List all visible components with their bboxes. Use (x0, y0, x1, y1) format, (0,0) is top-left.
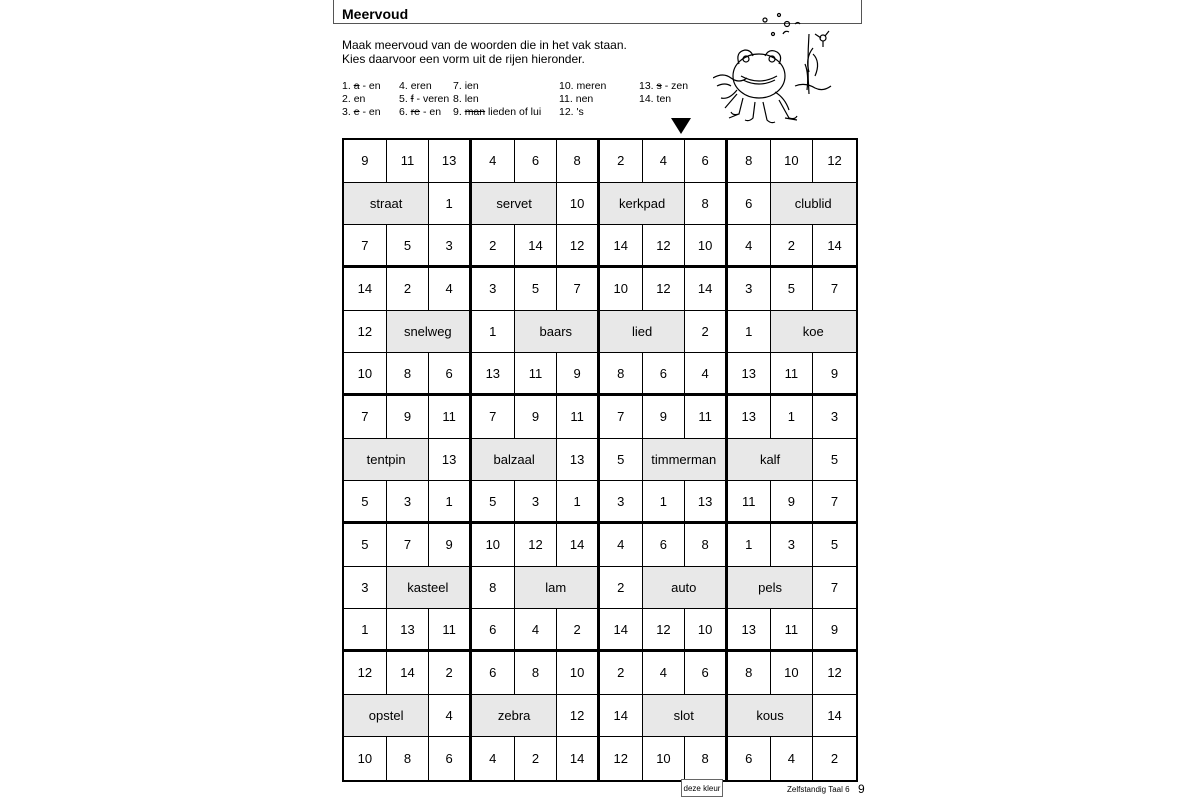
word-cell: kalf (728, 439, 813, 482)
answer-cell[interactable]: 1 (771, 396, 814, 439)
answer-cell[interactable]: 2 (472, 225, 515, 268)
answer-cell[interactable]: 1 (728, 524, 771, 567)
answer-cell[interactable]: 8 (515, 652, 558, 695)
answer-cell[interactable]: 13 (685, 481, 728, 524)
answer-cell[interactable]: 14 (600, 609, 643, 652)
legend-number: 2. (342, 93, 351, 105)
answer-cell[interactable]: 11 (771, 353, 814, 396)
answer-cell[interactable]: 9 (813, 609, 856, 652)
answer-cell[interactable]: 1 (429, 481, 472, 524)
answer-cell[interactable]: 7 (387, 524, 430, 567)
answer-cell[interactable]: 4 (429, 695, 472, 738)
answer-cell[interactable]: 14 (344, 268, 387, 311)
legend-struck-ending: f (410, 93, 414, 105)
answer-cell[interactable]: 9 (387, 396, 430, 439)
answer-cell[interactable]: 13 (472, 353, 515, 396)
answer-cell[interactable]: 5 (813, 439, 856, 482)
answer-cell[interactable]: 8 (472, 567, 515, 610)
instruction-line-2: Kies daarvoor een vorm uit de rijen hieronder. (342, 52, 585, 66)
answer-cell[interactable]: 4 (771, 737, 814, 780)
answer-cell[interactable]: 9 (429, 524, 472, 567)
answer-cell[interactable]: 10 (600, 268, 643, 311)
answer-cell[interactable]: 2 (685, 311, 728, 354)
answer-cell[interactable]: 12 (643, 268, 686, 311)
answer-cell[interactable]: 3 (344, 567, 387, 610)
answer-cell[interactable]: 4 (643, 140, 686, 183)
legend-item (342, 106, 381, 118)
legend-number: 8. (453, 93, 462, 105)
page-number: 9 (858, 782, 865, 796)
word-cell: slot (643, 695, 728, 738)
answer-cell[interactable]: 9 (515, 396, 558, 439)
answer-cell[interactable]: 1 (728, 311, 771, 354)
answer-cell[interactable]: 7 (344, 396, 387, 439)
puzzle-grid (342, 138, 858, 782)
answer-cell[interactable]: 11 (429, 609, 472, 652)
legend-number: 4. (399, 80, 408, 92)
legend-item (399, 106, 441, 118)
legend-item (399, 80, 432, 92)
word-cell: balzaal (472, 439, 557, 482)
answer-cell[interactable]: 4 (515, 609, 558, 652)
answer-cell[interactable]: 3 (600, 481, 643, 524)
answer-cell[interactable]: 7 (813, 481, 856, 524)
answer-cell[interactable]: 6 (728, 737, 771, 780)
answer-cell[interactable]: 3 (771, 524, 814, 567)
answer-cell[interactable]: 6 (472, 652, 515, 695)
answer-cell[interactable]: 4 (685, 353, 728, 396)
answer-cell[interactable]: 10 (472, 524, 515, 567)
legend-number: 13. (639, 80, 654, 92)
legend-struck-ending: a (353, 80, 360, 92)
answer-cell[interactable]: 12 (557, 225, 600, 268)
answer-cell[interactable]: 13 (387, 609, 430, 652)
legend-suffix: nen (575, 93, 594, 105)
answer-cell[interactable]: 9 (643, 396, 686, 439)
answer-cell[interactable]: 8 (387, 737, 430, 780)
word-cell: straat (344, 183, 429, 226)
word-cell: timmerman (643, 439, 728, 482)
answer-cell[interactable]: 14 (600, 225, 643, 268)
answer-cell[interactable]: 1 (472, 311, 515, 354)
answer-cell[interactable]: 4 (643, 652, 686, 695)
answer-cell[interactable]: 7 (472, 396, 515, 439)
answer-cell[interactable]: 8 (387, 353, 430, 396)
answer-cell[interactable]: 6 (429, 353, 472, 396)
legend-number: 12. (559, 106, 574, 118)
answer-cell[interactable]: 5 (600, 439, 643, 482)
answer-cell[interactable]: 6 (472, 609, 515, 652)
answer-cell[interactable]: 12 (600, 737, 643, 780)
legend-item (453, 93, 479, 105)
answer-cell[interactable]: 14 (813, 225, 856, 268)
answer-cell[interactable]: 2 (600, 652, 643, 695)
legend-number: 7. (453, 80, 462, 92)
answer-cell[interactable]: 8 (685, 524, 728, 567)
answer-cell[interactable]: 2 (600, 140, 643, 183)
legend-item (639, 93, 671, 105)
instruction-line-1: Maak meervoud van de woorden die in het vak staan. (342, 38, 627, 52)
answer-cell[interactable]: 7 (557, 268, 600, 311)
answer-cell[interactable]: 12 (813, 140, 856, 183)
word-cell: baars (515, 311, 600, 354)
answer-cell[interactable]: 3 (429, 225, 472, 268)
answer-cell[interactable]: 11 (387, 140, 430, 183)
answer-cell[interactable]: 3 (515, 481, 558, 524)
answer-cell[interactable]: 2 (387, 268, 430, 311)
legend-item (453, 80, 479, 92)
answer-cell[interactable]: 11 (685, 396, 728, 439)
legend-number: 1. (342, 80, 351, 92)
answer-cell[interactable]: 8 (685, 183, 728, 226)
answer-cell[interactable]: 4 (728, 225, 771, 268)
word-cell: auto (643, 567, 728, 610)
answer-cell[interactable]: 11 (771, 609, 814, 652)
legend-suffix: - en (359, 106, 381, 118)
answer-cell[interactable]: 10 (771, 140, 814, 183)
answer-cell[interactable]: 5 (344, 524, 387, 567)
answer-cell[interactable]: 10 (685, 609, 728, 652)
answer-cell[interactable]: 2 (600, 567, 643, 610)
legend-number: 6. (399, 106, 408, 118)
legend-number: 10. (559, 80, 574, 92)
answer-cell[interactable]: 5 (387, 225, 430, 268)
word-cell: clublid (771, 183, 856, 226)
word-cell: snelweg (387, 311, 472, 354)
page-title: Meervoud (342, 6, 409, 22)
word-cell: kous (728, 695, 813, 738)
legend-struck-ending: e (353, 106, 360, 118)
instructions (342, 38, 627, 66)
answer-cell[interactable]: 11 (557, 396, 600, 439)
answer-cell[interactable]: 5 (344, 481, 387, 524)
answer-cell[interactable]: 12 (643, 609, 686, 652)
answer-cell[interactable]: 6 (515, 140, 558, 183)
answer-cell[interactable]: 13 (728, 353, 771, 396)
answer-cell[interactable]: 14 (557, 737, 600, 780)
answer-cell[interactable]: 3 (813, 396, 856, 439)
legend-number: 14. (639, 93, 654, 105)
word-cell: koe (771, 311, 856, 354)
answer-cell[interactable]: 2 (813, 737, 856, 780)
answer-cell[interactable]: 11 (429, 396, 472, 439)
answer-cell[interactable]: 13 (728, 396, 771, 439)
answer-cell[interactable]: 10 (643, 737, 686, 780)
legend-number: 3. (342, 106, 351, 118)
legend-suffix: 's (576, 106, 584, 118)
answer-cell[interactable]: 14 (600, 695, 643, 738)
answer-cell[interactable]: 13 (429, 439, 472, 482)
answer-cell[interactable]: 8 (557, 140, 600, 183)
legend-suffix: - veren (413, 93, 450, 105)
word-cell: kasteel (387, 567, 472, 610)
word-cell: pels (728, 567, 813, 610)
legend-item (559, 80, 606, 92)
word-cell: opstel (344, 695, 429, 738)
answer-cell[interactable]: 10 (344, 737, 387, 780)
answer-cell[interactable]: 8 (728, 140, 771, 183)
answer-cell[interactable]: 8 (600, 353, 643, 396)
word-cell: zebra (472, 695, 557, 738)
answer-cell[interactable]: 3 (728, 268, 771, 311)
legend-item (453, 106, 541, 118)
answer-cell[interactable]: 2 (771, 225, 814, 268)
answer-cell[interactable]: 11 (515, 353, 558, 396)
answer-cell[interactable]: 6 (685, 140, 728, 183)
answer-cell[interactable]: 6 (685, 652, 728, 695)
answer-cell[interactable]: 13 (429, 140, 472, 183)
book-title: Zelfstandig Taal 6 (787, 785, 850, 794)
answer-cell[interactable]: 8 (728, 652, 771, 695)
answer-cell[interactable]: 9 (771, 481, 814, 524)
color-answer-button[interactable]: deze kleur (681, 779, 723, 797)
answer-cell[interactable]: 5 (771, 268, 814, 311)
legend-suffix: - en (359, 80, 381, 92)
legend-number: 11. (559, 93, 573, 105)
answer-cell[interactable]: 14 (813, 695, 856, 738)
legend-suffix: ten (656, 93, 672, 105)
legend-number: 5. (399, 93, 408, 105)
answer-cell[interactable]: 7 (600, 396, 643, 439)
legend-suffix: ien (464, 80, 479, 92)
answer-cell[interactable]: 5 (813, 524, 856, 567)
legend-struck-ending: man (464, 106, 486, 118)
answer-cell[interactable]: 2 (429, 652, 472, 695)
answer-cell[interactable]: 6 (643, 524, 686, 567)
legend-suffix: meren (576, 80, 607, 92)
word-cell: servet (472, 183, 557, 226)
legend-struck-ending: re (410, 106, 421, 118)
legend-item (559, 106, 584, 118)
answer-cell[interactable]: 10 (771, 652, 814, 695)
answer-cell[interactable]: 12 (344, 652, 387, 695)
answer-cell[interactable]: 14 (515, 225, 558, 268)
answer-cell[interactable]: 6 (429, 737, 472, 780)
answer-cell[interactable]: 8 (685, 737, 728, 780)
word-cell: kerkpad (600, 183, 685, 226)
answer-cell[interactable]: 13 (728, 609, 771, 652)
answer-cell[interactable]: 1 (429, 183, 472, 226)
answer-cell[interactable]: 4 (429, 268, 472, 311)
legend-item (559, 93, 593, 105)
answer-cell[interactable]: 4 (600, 524, 643, 567)
legend-item (399, 93, 449, 105)
answer-cell[interactable]: 7 (813, 268, 856, 311)
answer-cell[interactable]: 10 (685, 225, 728, 268)
legend-suffix: lieden of lui (485, 106, 542, 118)
answer-cell[interactable]: 1 (643, 481, 686, 524)
answer-cell[interactable]: 12 (557, 695, 600, 738)
frog-illustration (713, 8, 861, 132)
answer-cell[interactable]: 9 (813, 353, 856, 396)
answer-cell[interactable]: 6 (728, 183, 771, 226)
answer-cell[interactable]: 5 (515, 268, 558, 311)
word-cell: lied (600, 311, 685, 354)
legend-suffix: - en (420, 106, 442, 118)
answer-cell[interactable]: 1 (344, 609, 387, 652)
answer-cell[interactable]: 12 (515, 524, 558, 567)
answer-cell[interactable]: 12 (344, 311, 387, 354)
legend-struck-ending: s (656, 80, 662, 92)
legend-item (639, 80, 688, 92)
answer-cell[interactable]: 6 (643, 353, 686, 396)
legend-suffix: len (464, 93, 479, 105)
answer-cell[interactable]: 12 (643, 225, 686, 268)
answer-cell[interactable]: 14 (557, 524, 600, 567)
legend-item (342, 93, 365, 105)
answer-cell[interactable]: 10 (557, 183, 600, 226)
legend-suffix: eren (410, 80, 432, 92)
legend-suffix: en (353, 93, 366, 105)
answer-cell[interactable]: 9 (344, 140, 387, 183)
answer-cell[interactable]: 12 (813, 652, 856, 695)
answer-cell[interactable]: 5 (472, 481, 515, 524)
answer-cell[interactable]: 11 (728, 481, 771, 524)
answer-cell[interactable]: 10 (344, 353, 387, 396)
answer-cell[interactable]: 7 (344, 225, 387, 268)
answer-cell[interactable]: 14 (685, 268, 728, 311)
word-cell: lam (515, 567, 600, 610)
legend-item (342, 80, 381, 92)
answer-cell[interactable]: 10 (557, 652, 600, 695)
legend-suffix: - zen (661, 80, 689, 92)
answer-cell[interactable]: 1 (557, 481, 600, 524)
answer-cell[interactable]: 13 (557, 439, 600, 482)
answer-cell[interactable]: 3 (387, 481, 430, 524)
word-cell: tentpin (344, 439, 429, 482)
answer-cell[interactable]: 9 (557, 353, 600, 396)
answer-cell[interactable]: 2 (557, 609, 600, 652)
legend-number: 9. (453, 106, 462, 118)
answer-cell[interactable]: 3 (472, 268, 515, 311)
answer-cell[interactable]: 14 (387, 652, 430, 695)
answer-cell[interactable]: 4 (472, 737, 515, 780)
answer-cell[interactable]: 7 (813, 567, 856, 610)
answer-cell[interactable]: 2 (515, 737, 558, 780)
answer-cell[interactable]: 4 (472, 140, 515, 183)
arrow-down-icon (671, 118, 691, 134)
